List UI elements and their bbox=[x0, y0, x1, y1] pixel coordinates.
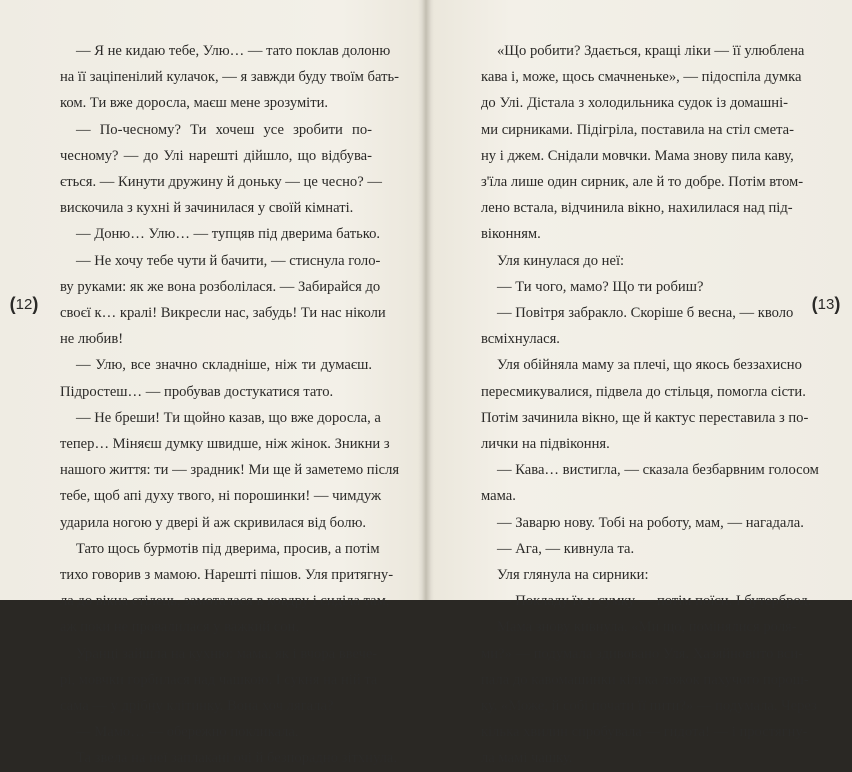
text-line: Уранці зайшла на кухню: мама, як і вчора ввече- bbox=[76, 645, 378, 662]
text-line: — Кава… вистигла, — сказала безбарвним голосом bbox=[497, 462, 819, 479]
text-line: ла до вікна стілець, замоталася в ковдру і сиділа там, bbox=[60, 593, 390, 610]
text-line: — Не бреши! Ти щойно казав, що вже доросла, а bbox=[76, 409, 381, 426]
paren-close: ) bbox=[32, 293, 39, 314]
text-line: ється. — Кинути дружину й доньку — це чесно? — bbox=[60, 174, 382, 191]
text-line: Мама знову кивнула. «Ми що, помінялися роля- bbox=[497, 619, 797, 636]
text-line: — По-чесному? Ти хочеш усе зробити по- bbox=[76, 121, 372, 138]
text-line: Уля кинулася до неї: bbox=[497, 252, 625, 269]
text-line: — Повітря забракло. Скоріше б весна, — кволо bbox=[497, 305, 794, 322]
text-line: лички на підвіконня. bbox=[481, 436, 610, 453]
page-number-left bbox=[4, 292, 44, 316]
paren-close: ) bbox=[834, 293, 841, 314]
text-line: ми?» — подумала здивовано Уля. Хазяйновито вси- bbox=[481, 645, 804, 662]
text-line: ударила ногою у двері й аж скривилася від болю. bbox=[60, 514, 367, 531]
text-line: з'їла лише один сирник, але й то добре. Потім втом- bbox=[481, 174, 804, 191]
text-line: ми сирниками. Підігріла, поставила на стіл смета- bbox=[481, 121, 795, 138]
text-line: кілька хвилин спробувала — гидота! — і простягну- bbox=[481, 724, 808, 741]
text-line: — Улю, все значно складніше, ніж ти думаєш. bbox=[76, 357, 372, 374]
text-line: ла мамі чашку. bbox=[481, 750, 573, 767]
text-line: до Улі. Дістала з холодильника судок із домашні- bbox=[481, 95, 788, 112]
text-line: Тато щось бурмотів під дверима, просив, а потім bbox=[76, 540, 380, 557]
text-line: нашого життя: ти — зрадник! Ми ще й заметемо після bbox=[60, 462, 400, 479]
page-number-right-value: 13 bbox=[817, 295, 835, 313]
text-line: не любив! bbox=[60, 331, 124, 348]
text-line: ву руками: як же вона розболілася. — Забирайся до bbox=[60, 278, 381, 295]
text-line: Уля глянула на сирники: bbox=[497, 567, 649, 584]
text-line: — Покладу їх у сумку — потім поїси. І бутерброд. bbox=[497, 593, 812, 610]
text-line: пала до кавомашинки кілька ложок пахучого порош- bbox=[481, 671, 809, 688]
text-line: Підростеш… — пробував достукатися тато. bbox=[60, 383, 334, 400]
book-gutter bbox=[418, 0, 434, 600]
text-line: тепер… Міняєш думку швидше, ніж жінок. Зникни з bbox=[60, 436, 390, 453]
text-line: віконням. bbox=[481, 226, 541, 243]
paren-open: ( bbox=[811, 293, 818, 314]
text-line: аж поки не провалилася у важкий сон. bbox=[60, 619, 299, 636]
text-line: «Що робити? Здається, кращі ліки — її улюблена bbox=[497, 43, 805, 59]
page-number-left-value: 12 bbox=[15, 295, 33, 313]
right-page-text bbox=[481, 38, 819, 772]
text-line: пересмикувалися, підвела до стільця, помогла сісти. bbox=[481, 383, 806, 400]
text-line: — Мамо… — обережно покликала. bbox=[76, 724, 299, 741]
text-line: — Не хочу тебе чути й бачити, — стиснула голо- bbox=[76, 252, 381, 269]
text-line: Та звела на неї заплакані очі й безпорадно зітхнула. bbox=[76, 750, 398, 767]
text-line: тебе, щоб апі духу твого, ні порошинки! — чимдуж bbox=[60, 488, 382, 505]
text-line: рі, мовчки горбилася над чашкою. І сукня на ній та bbox=[60, 671, 378, 688]
text-line: мама. bbox=[481, 488, 516, 505]
text-line: лено встала, відчинила вікно, нахилилася над під- bbox=[481, 200, 793, 217]
text-line: ку. «Може, й собі почати її пити?» — подумала. Через bbox=[481, 698, 817, 715]
text-line: — Я не кидаю тебе, Улю… — тато поклав долоню bbox=[76, 43, 391, 59]
text-line: своєї к… кралі! Викресли нас, забудь! Ти нас ніколи bbox=[60, 305, 386, 322]
text-line: ну і джем. Снідали мовчки. Мама знову пила каву, bbox=[481, 147, 794, 164]
page-number-right bbox=[806, 292, 846, 316]
text-line: Уля обійняла маму за плечі, що якось беззахисно bbox=[497, 357, 802, 374]
text-line: всміхнулася. bbox=[481, 331, 560, 348]
text-line: — Ти чого, мамо? Що ти робиш? bbox=[497, 278, 704, 295]
text-line: — Ага, — кивнула та. bbox=[497, 540, 635, 557]
text-line: вискочила з кухні й зачинилася у своїй кімнаті. bbox=[60, 200, 354, 217]
left-page-text bbox=[60, 38, 400, 772]
text-line: — Заварю нову. Тобі на роботу, мам, — нагадала. bbox=[497, 514, 804, 531]
text-line: сама — у дрібну клітинку. Вона хоч лягала? bbox=[60, 698, 334, 715]
text-line: на її заціпенілий кулачок, — я завжди буду твоїм бать- bbox=[60, 69, 399, 86]
text-line: — Доню… Улю… — тупцяв під дверима батько. bbox=[76, 226, 381, 243]
text-line: кава і, може, щось смачненьке», — підоспіла думка bbox=[481, 69, 802, 86]
text-line: Потім зачинила вікно, ще й кактус переставила з по- bbox=[481, 409, 809, 426]
paren-open: ( bbox=[9, 293, 16, 314]
text-line: ком. Ти вже доросла, маєш мене зрозуміти. bbox=[60, 95, 329, 112]
text-line: чесному? — до Улі нарешті дійшло, що відбува- bbox=[60, 147, 372, 164]
text-line: тихо говорив з мамою. Нарешті пішов. Уля притягну- bbox=[60, 567, 394, 584]
